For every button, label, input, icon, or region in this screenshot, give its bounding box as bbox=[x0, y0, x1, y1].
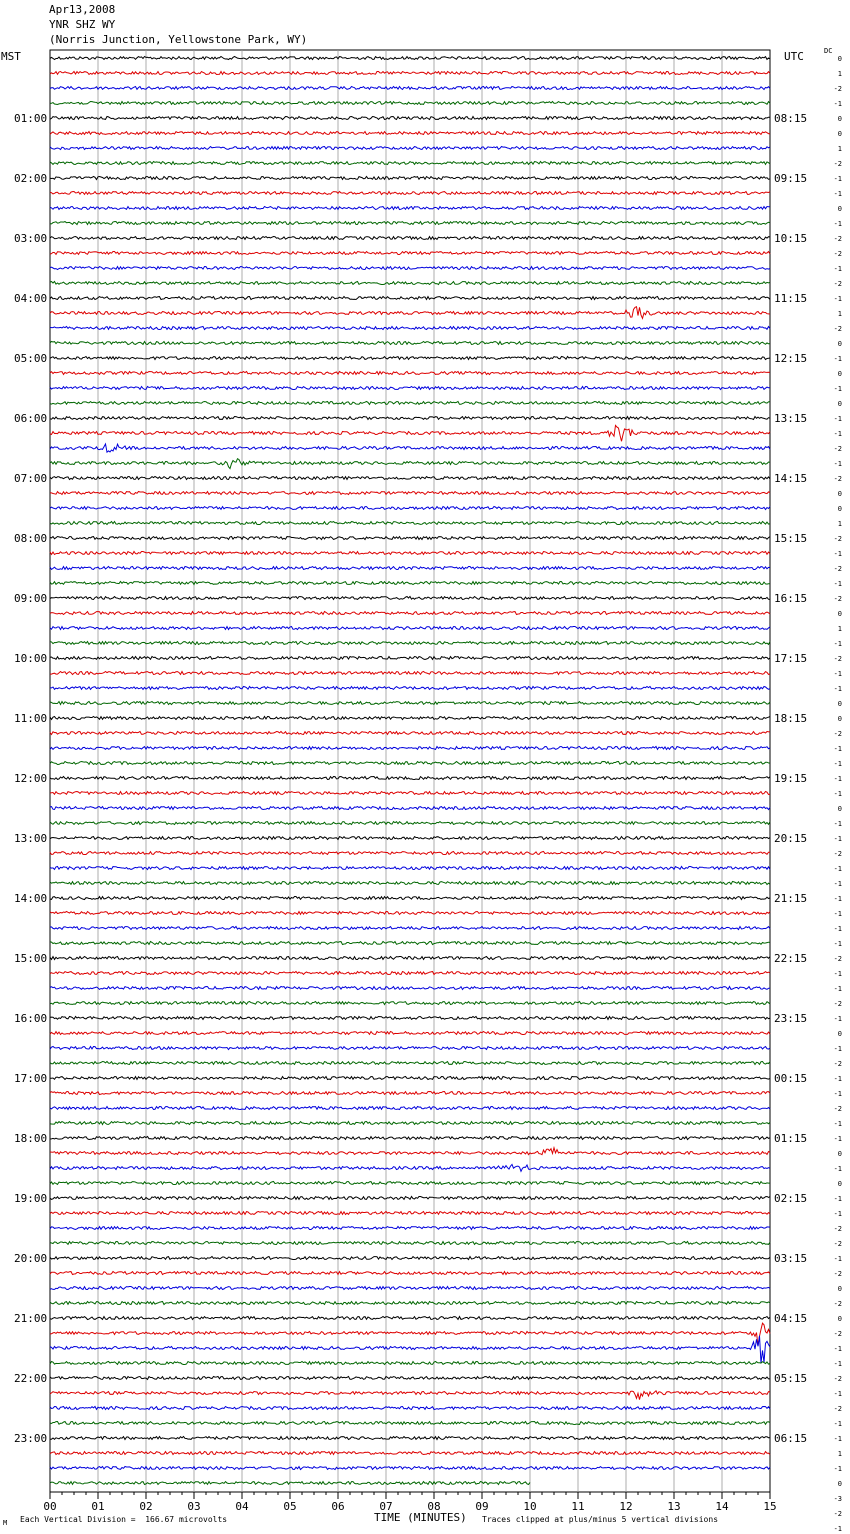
dc-offset: -1 bbox=[833, 1195, 842, 1203]
trace-52 bbox=[50, 837, 770, 840]
trace-50 bbox=[50, 807, 770, 810]
dc-offset: -2 bbox=[833, 1105, 842, 1113]
dc-offset: -1 bbox=[833, 1420, 842, 1428]
dc-offset: -2 bbox=[833, 850, 842, 858]
x-tick-label: 05 bbox=[283, 1500, 297, 1513]
trace-3 bbox=[50, 102, 770, 105]
trace-28 bbox=[50, 477, 770, 480]
left-hour-label: 05:00 bbox=[14, 352, 48, 365]
trace-77 bbox=[50, 1212, 770, 1215]
dc-offset: -1 bbox=[833, 1345, 842, 1353]
trace-70 bbox=[50, 1107, 770, 1110]
dc-offset: 1 bbox=[837, 520, 842, 528]
right-hour-label: 06:15 bbox=[774, 1432, 808, 1445]
left-timezone-label: MST bbox=[1, 50, 21, 63]
x-tick-label: 09 bbox=[475, 1500, 489, 1513]
dc-offset: -1 bbox=[833, 1210, 842, 1218]
dc-offset: -1 bbox=[833, 970, 842, 978]
left-hour-label: 13:00 bbox=[14, 832, 48, 845]
trace-16 bbox=[50, 297, 770, 300]
trace-93 bbox=[50, 1452, 770, 1455]
right-hour-label: 21:15 bbox=[774, 892, 808, 905]
left-hour-label: 10:00 bbox=[14, 652, 48, 665]
trace-10 bbox=[50, 207, 770, 210]
trace-79 bbox=[50, 1242, 770, 1245]
dc-offset: -1 bbox=[833, 775, 842, 783]
dc-offset: -1 bbox=[833, 1090, 842, 1098]
trace-37 bbox=[50, 612, 770, 615]
trace-0 bbox=[50, 57, 770, 60]
trace-9 bbox=[50, 192, 770, 195]
x-tick-label: 04 bbox=[235, 1500, 249, 1513]
x-tick-label: 06 bbox=[331, 1500, 345, 1513]
dc-offset: 0 bbox=[837, 340, 842, 348]
trace-82 bbox=[50, 1287, 770, 1290]
trace-27 bbox=[50, 459, 770, 469]
dc-offset: -1 bbox=[833, 460, 842, 468]
dc-offset: -1 bbox=[833, 1015, 842, 1023]
trace-60 bbox=[50, 957, 770, 960]
dc-offset: -1 bbox=[833, 685, 842, 693]
dc-offset: -1 bbox=[833, 295, 842, 303]
dc-offset: -1 bbox=[833, 1135, 842, 1143]
dc-offset: 1 bbox=[837, 310, 842, 318]
trace-24 bbox=[50, 417, 770, 420]
trace-12 bbox=[50, 237, 770, 240]
right-hour-label: 17:15 bbox=[774, 652, 808, 665]
trace-71 bbox=[50, 1122, 770, 1125]
dc-offset: -2 bbox=[833, 1405, 842, 1413]
dc-offset: -1 bbox=[833, 265, 842, 273]
dc-offset: 0 bbox=[837, 370, 842, 378]
x-tick-label: 07 bbox=[379, 1500, 393, 1513]
x-tick-label: 13 bbox=[667, 1500, 681, 1513]
left-hour-label: 19:00 bbox=[14, 1192, 48, 1205]
trace-20 bbox=[50, 357, 770, 360]
trace-80 bbox=[50, 1257, 770, 1260]
trace-38 bbox=[50, 627, 770, 630]
trace-6 bbox=[50, 147, 770, 150]
dc-offset: 0 bbox=[837, 55, 842, 63]
dc-offset: -1 bbox=[833, 790, 842, 798]
dc-offset: -1 bbox=[833, 385, 842, 393]
dc-offset: -1 bbox=[833, 760, 842, 768]
trace-45 bbox=[50, 732, 770, 735]
trace-8 bbox=[50, 177, 770, 180]
right-hour-label: 14:15 bbox=[774, 472, 808, 485]
trace-39 bbox=[50, 642, 770, 645]
dc-offset: -1 bbox=[833, 895, 842, 903]
left-hour-label: 09:00 bbox=[14, 592, 48, 605]
trace-55 bbox=[50, 882, 770, 885]
x-tick-label: 08 bbox=[427, 1500, 441, 1513]
dc-offset: 0 bbox=[837, 610, 842, 618]
dc-offset: 0 bbox=[837, 505, 842, 513]
trace-43 bbox=[50, 702, 770, 705]
right-hour-label: 22:15 bbox=[774, 952, 808, 965]
dc-offset: 0 bbox=[837, 1315, 842, 1323]
left-hour-label: 15:00 bbox=[14, 952, 48, 965]
dc-offset: -1 bbox=[833, 1045, 842, 1053]
dc-offset: 1 bbox=[837, 70, 842, 78]
dc-offset: -2 bbox=[833, 1375, 842, 1383]
dc-offset: 0 bbox=[837, 1285, 842, 1293]
dc-offset: -1 bbox=[833, 940, 842, 948]
right-hour-label: 12:15 bbox=[774, 352, 808, 365]
dc-offset: -2 bbox=[833, 595, 842, 603]
right-hour-label: 16:15 bbox=[774, 592, 808, 605]
trace-81 bbox=[50, 1272, 770, 1275]
dc-offset: -1 bbox=[833, 1075, 842, 1083]
dc-offset: -1 bbox=[833, 985, 842, 993]
x-axis-title: TIME (MINUTES) bbox=[374, 1511, 467, 1524]
dc-offset: -1 bbox=[833, 550, 842, 558]
left-hour-label: 16:00 bbox=[14, 1012, 48, 1025]
right-hour-label: 15:15 bbox=[774, 532, 808, 545]
left-hour-label: 14:00 bbox=[14, 892, 48, 905]
trace-49 bbox=[50, 792, 770, 795]
dc-offset: -2 bbox=[833, 1270, 842, 1278]
x-tick-label: 11 bbox=[571, 1500, 585, 1513]
dc-offset: -1 bbox=[833, 580, 842, 588]
trace-91 bbox=[50, 1422, 770, 1425]
dc-offset: -1 bbox=[833, 100, 842, 108]
dc-offset: -2 bbox=[833, 730, 842, 738]
dc-offset: -1 bbox=[833, 1360, 842, 1368]
dc-offset: -1 bbox=[833, 745, 842, 753]
right-hour-label: 03:15 bbox=[774, 1252, 808, 1265]
station-code: YNR SHZ WY bbox=[49, 18, 116, 31]
dc-offset: -1 bbox=[833, 1390, 842, 1398]
left-hour-label: 17:00 bbox=[14, 1072, 48, 1085]
trace-23 bbox=[50, 402, 770, 405]
right-timezone-label: UTC bbox=[784, 50, 804, 63]
trace-18 bbox=[50, 327, 770, 330]
trace-78 bbox=[50, 1227, 770, 1230]
right-hour-label: 04:15 bbox=[774, 1312, 808, 1325]
trace-73 bbox=[50, 1148, 770, 1155]
dc-offset: -2 bbox=[833, 1300, 842, 1308]
trace-68 bbox=[50, 1077, 770, 1080]
dc-offset: 0 bbox=[837, 1180, 842, 1188]
trace-30 bbox=[50, 507, 770, 510]
trace-63 bbox=[50, 1002, 770, 1005]
dc-offset: 0 bbox=[837, 1030, 842, 1038]
trace-4 bbox=[50, 117, 770, 120]
trace-88 bbox=[50, 1377, 770, 1380]
dc-offset: -1 bbox=[833, 1435, 842, 1443]
dc-offset: -1 bbox=[833, 190, 842, 198]
trace-1 bbox=[50, 72, 770, 75]
dc-offset: -1 bbox=[833, 1465, 842, 1473]
dc-header: DC bbox=[824, 47, 833, 55]
left-hour-label: 23:00 bbox=[14, 1432, 48, 1445]
dc-offset: -2 bbox=[833, 160, 842, 168]
right-hour-label: 10:15 bbox=[774, 232, 808, 245]
trace-58 bbox=[50, 927, 770, 930]
trace-62 bbox=[50, 987, 770, 990]
trace-47 bbox=[50, 762, 770, 765]
x-tick-label: 14 bbox=[715, 1500, 729, 1513]
trace-54 bbox=[50, 867, 770, 870]
left-hour-label: 18:00 bbox=[14, 1132, 48, 1145]
trace-13 bbox=[50, 252, 770, 255]
x-tick-label: 02 bbox=[139, 1500, 153, 1513]
trace-75 bbox=[50, 1182, 770, 1185]
clip-note: Traces clipped at plus/minus 5 vertical divisions bbox=[482, 1515, 719, 1524]
right-hour-label: 19:15 bbox=[774, 772, 808, 785]
trace-32 bbox=[50, 537, 770, 540]
trace-90 bbox=[50, 1407, 770, 1410]
trace-85 bbox=[50, 1323, 770, 1346]
dc-offset: 0 bbox=[837, 1150, 842, 1158]
trace-33 bbox=[50, 552, 770, 555]
dc-offset: 0 bbox=[837, 715, 842, 723]
trace-44 bbox=[50, 717, 770, 720]
dc-offset: 0 bbox=[837, 400, 842, 408]
trace-48 bbox=[50, 777, 770, 780]
trace-36 bbox=[50, 597, 770, 600]
dc-offset: -2 bbox=[833, 1060, 842, 1068]
trace-29 bbox=[50, 492, 770, 495]
dc-offset: -2 bbox=[833, 250, 842, 258]
trace-56 bbox=[50, 897, 770, 900]
dc-offset: 0 bbox=[837, 1480, 842, 1488]
trace-76 bbox=[50, 1197, 770, 1200]
dc-offset: -1 bbox=[833, 220, 842, 228]
x-tick-label: 10 bbox=[523, 1500, 537, 1513]
right-hour-label: 11:15 bbox=[774, 292, 808, 305]
corner-mark: M bbox=[3, 1519, 8, 1527]
dc-offset: -2 bbox=[833, 85, 842, 93]
dc-offset: -1 bbox=[833, 865, 842, 873]
right-hour-label: 00:15 bbox=[774, 1072, 808, 1085]
left-hour-label: 04:00 bbox=[14, 292, 48, 305]
trace-92 bbox=[50, 1437, 770, 1440]
dc-offset: 0 bbox=[837, 115, 842, 123]
trace-17 bbox=[50, 307, 770, 319]
dc-offset: -1 bbox=[833, 415, 842, 423]
trace-64 bbox=[50, 1017, 770, 1020]
x-tick-label: 01 bbox=[91, 1500, 105, 1513]
trace-61 bbox=[50, 972, 770, 975]
dc-offset: -2 bbox=[833, 1225, 842, 1233]
left-hour-label: 21:00 bbox=[14, 1312, 48, 1325]
right-hour-label: 05:15 bbox=[774, 1372, 808, 1385]
station-location: (Norris Junction, Yellowstone Park, WY) bbox=[49, 33, 308, 46]
dc-offset: -2 bbox=[833, 1510, 842, 1518]
dc-offset: -1 bbox=[833, 640, 842, 648]
dc-offset: -1 bbox=[833, 925, 842, 933]
trace-22 bbox=[50, 387, 770, 390]
dc-offset: -3 bbox=[833, 1495, 842, 1503]
trace-42 bbox=[50, 687, 770, 690]
plot-date: Apr13,2008 bbox=[49, 3, 116, 16]
trace-94 bbox=[50, 1467, 770, 1470]
dc-offset: -2 bbox=[833, 325, 842, 333]
trace-2 bbox=[50, 87, 770, 90]
right-hour-label: 01:15 bbox=[774, 1132, 808, 1145]
dc-offset: 0 bbox=[837, 490, 842, 498]
left-hour-label: 06:00 bbox=[14, 412, 48, 425]
dc-offset: 0 bbox=[837, 130, 842, 138]
left-hour-label: 08:00 bbox=[14, 532, 48, 545]
dc-offset: -1 bbox=[833, 1165, 842, 1173]
right-hour-label: 09:15 bbox=[774, 172, 808, 185]
trace-41 bbox=[50, 672, 770, 675]
trace-5 bbox=[50, 132, 770, 135]
trace-40 bbox=[50, 657, 770, 660]
dc-offset: 1 bbox=[837, 145, 842, 153]
trace-14 bbox=[50, 267, 770, 270]
left-hour-label: 22:00 bbox=[14, 1372, 48, 1385]
trace-74 bbox=[50, 1164, 770, 1171]
x-tick-label: 03 bbox=[187, 1500, 201, 1513]
dc-offset: -2 bbox=[833, 1330, 842, 1338]
trace-65 bbox=[50, 1032, 770, 1035]
dc-offset: -2 bbox=[833, 475, 842, 483]
trace-51 bbox=[50, 822, 770, 825]
right-hour-label: 02:15 bbox=[774, 1192, 808, 1205]
dc-offset: -2 bbox=[833, 655, 842, 663]
left-hour-label: 12:00 bbox=[14, 772, 48, 785]
x-tick-label: 15 bbox=[763, 1500, 777, 1513]
dc-offset: -1 bbox=[833, 910, 842, 918]
trace-69 bbox=[50, 1092, 770, 1095]
trace-89 bbox=[50, 1391, 770, 1400]
dc-offset: 1 bbox=[837, 1450, 842, 1458]
trace-35 bbox=[50, 582, 770, 585]
left-hour-label: 02:00 bbox=[14, 172, 48, 185]
trace-34 bbox=[50, 567, 770, 570]
dc-offset: 0 bbox=[837, 805, 842, 813]
left-hour-label: 11:00 bbox=[14, 712, 48, 725]
trace-59 bbox=[50, 942, 770, 945]
dc-offset: -1 bbox=[833, 430, 842, 438]
trace-46 bbox=[50, 747, 770, 750]
dc-offset: -2 bbox=[833, 535, 842, 543]
dc-offset: -1 bbox=[833, 670, 842, 678]
trace-31 bbox=[50, 522, 770, 525]
trace-87 bbox=[50, 1362, 770, 1365]
dc-offset: -1 bbox=[833, 355, 842, 363]
trace-67 bbox=[50, 1062, 770, 1065]
left-hour-label: 01:00 bbox=[14, 112, 48, 125]
dc-offset: -1 bbox=[833, 835, 842, 843]
trace-25 bbox=[50, 425, 770, 441]
dc-offset: -1 bbox=[833, 880, 842, 888]
left-hour-label: 03:00 bbox=[14, 232, 48, 245]
trace-86 bbox=[50, 1336, 770, 1363]
right-hour-label: 08:15 bbox=[774, 112, 808, 125]
trace-83 bbox=[50, 1302, 770, 1305]
trace-72 bbox=[50, 1137, 770, 1140]
dc-offset: -2 bbox=[833, 235, 842, 243]
right-hour-label: 13:15 bbox=[774, 412, 808, 425]
right-hour-label: 20:15 bbox=[774, 832, 808, 845]
dc-offset: -2 bbox=[833, 1240, 842, 1248]
trace-57 bbox=[50, 912, 770, 915]
scale-note: Each Vertical Division = 166.67 microvolts bbox=[20, 1515, 228, 1524]
trace-21 bbox=[50, 372, 770, 375]
dc-offset: -2 bbox=[833, 445, 842, 453]
dc-offset: -1 bbox=[833, 1120, 842, 1128]
trace-66 bbox=[50, 1047, 770, 1050]
dc-offset: -1 bbox=[833, 175, 842, 183]
dc-offset: 0 bbox=[837, 700, 842, 708]
trace-84 bbox=[50, 1317, 770, 1320]
dc-offset: -1 bbox=[833, 1525, 842, 1533]
dc-offset: -2 bbox=[833, 955, 842, 963]
x-tick-label: 12 bbox=[619, 1500, 633, 1513]
x-tick-label: 00 bbox=[43, 1500, 57, 1513]
right-hour-label: 18:15 bbox=[774, 712, 808, 725]
dc-offset: -1 bbox=[833, 820, 842, 828]
dc-offset: 1 bbox=[837, 625, 842, 633]
dc-offset: 0 bbox=[837, 205, 842, 213]
trace-15 bbox=[50, 282, 770, 285]
trace-19 bbox=[50, 342, 770, 345]
trace-7 bbox=[50, 162, 770, 165]
dc-offset: -2 bbox=[833, 565, 842, 573]
right-hour-label: 23:15 bbox=[774, 1012, 808, 1025]
left-hour-label: 20:00 bbox=[14, 1252, 48, 1265]
dc-offset: -1 bbox=[833, 1255, 842, 1263]
dc-offset: -2 bbox=[833, 1000, 842, 1008]
trace-11 bbox=[50, 222, 770, 225]
trace-26 bbox=[50, 444, 770, 452]
trace-53 bbox=[50, 852, 770, 855]
dc-offset: -2 bbox=[833, 280, 842, 288]
left-hour-label: 07:00 bbox=[14, 472, 48, 485]
